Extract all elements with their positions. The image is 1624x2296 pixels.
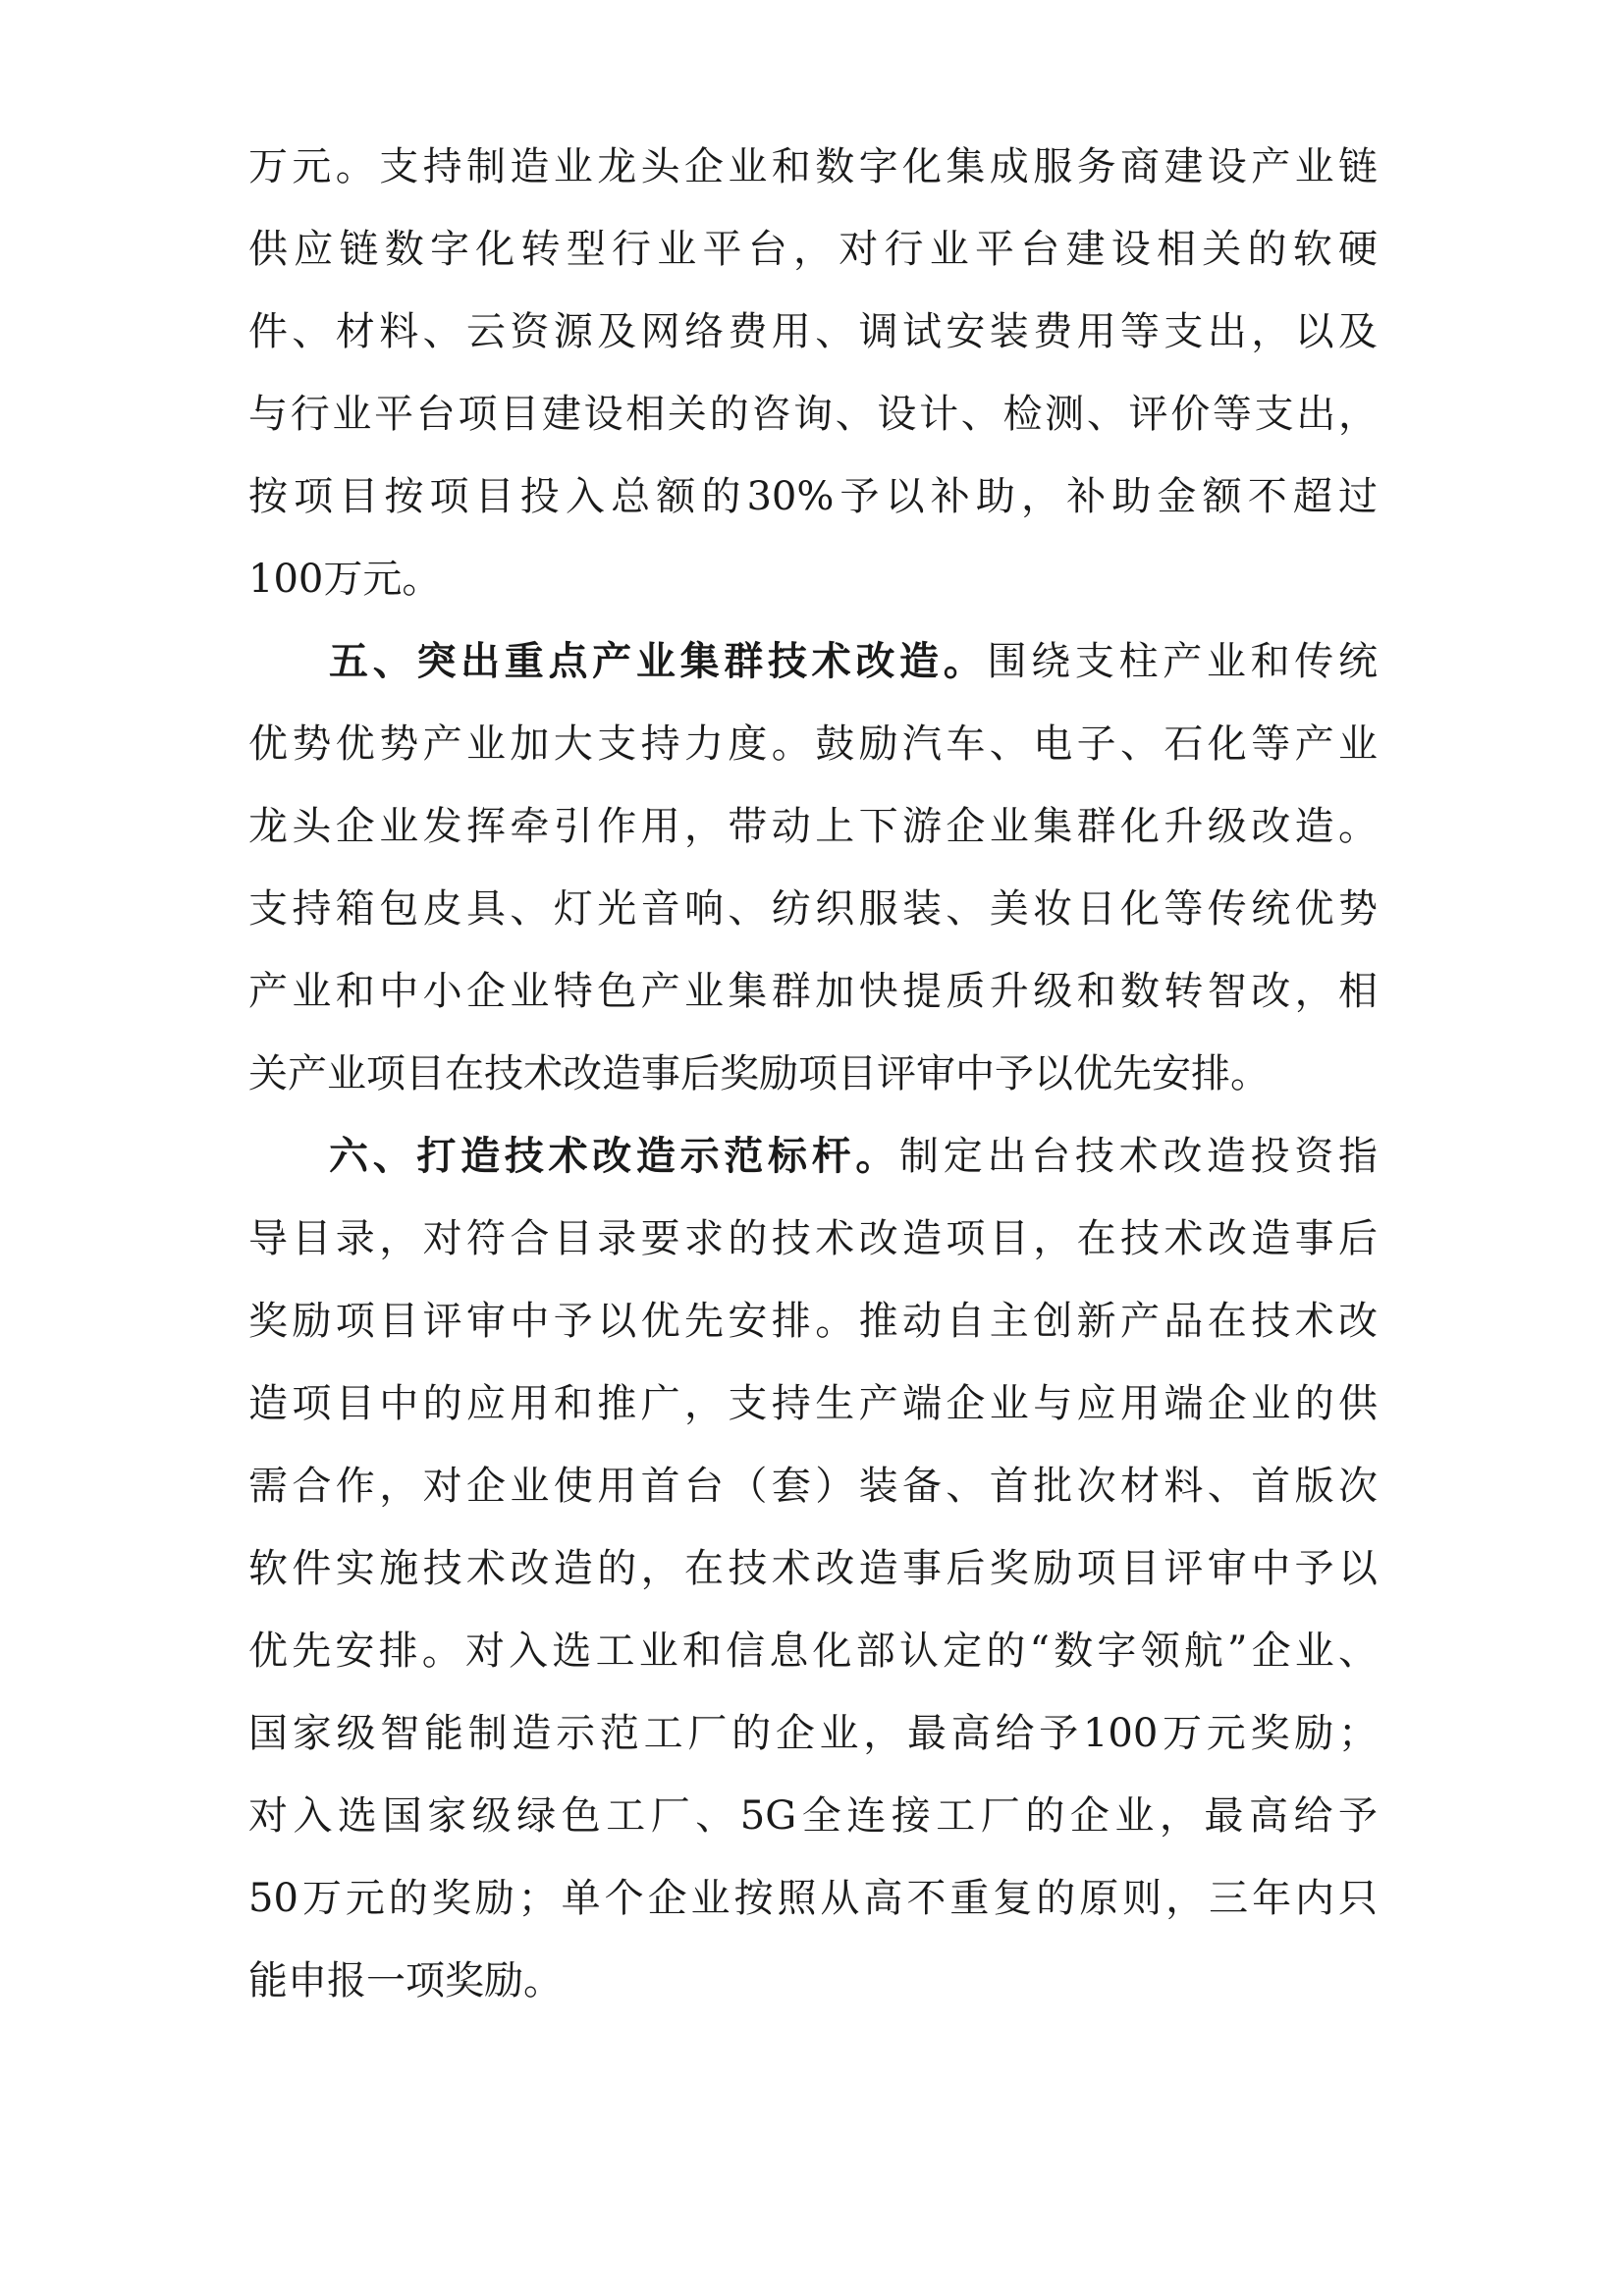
section-5-first-line [329,619,1378,704]
text-line: 100万元。 [248,557,442,602]
text-line: 50万元的奖励；单个企业按照从高不重复的原则，三年内只 [248,1876,1378,1921]
text-line: 对入选国家级绿色工厂、5G全连接工厂的企业，最高给予 [248,1793,1378,1839]
section-6-heading: 六、打造技术改造示范标杆。 [329,1134,900,1179]
text-line: 需合作，对企业使用首台（套）装备、首批次材料、首版次 [248,1464,1378,1509]
text-line: 按项目按项目投入总额的30%予以补助，补助金额不超过 [248,474,1378,519]
text-line: 龙头企业发挥牵引作用，带动上下游企业集群化升级改造。 [248,804,1378,849]
text-line: 与行业平台项目建设相关的咨询、设计、检测、评价等支出， [248,392,1378,437]
text-line: 造项目中的应用和推广，支持生产端企业与应用端企业的供 [248,1381,1378,1426]
text-line: 国家级智能制造示范工厂的企业，最高给予100万元奖励； [248,1711,1378,1756]
text-line: 关产业项目在技术改造事后奖励项目评审中予以优先安排。 [248,1051,1270,1096]
text-line: 奖励项目评审中予以优先安排。推动自主创新产品在技术改 [248,1299,1378,1344]
text-line: 支持箱包皮具、灯光音响、纺织服装、美妆日化等传统优势 [248,886,1378,932]
text-line: 供应链数字化转型行业平台，对行业平台建设相关的软硬 [248,227,1378,272]
section-5-heading: 五、突出重点产业集群技术改造。 [329,639,988,684]
text-line: 万元。支持制造业龙头企业和数字化集成服务商建设产业链 [248,144,1378,189]
text-line: 导目录，对符合目录要求的技术改造项目，在技术改造事后 [248,1216,1378,1261]
section-5-first-line-text: 围绕支柱产业和传统 [987,639,1378,684]
text-line: 优势优势产业加大支持力度。鼓励汽车、电子、石化等产业 [248,721,1378,767]
text-line: 产业和中小企业特色产业集群加快提质升级和数转智改，相 [248,969,1378,1014]
text-line: 能申报一项奖励。 [248,1958,563,2003]
text-line: 优先安排。对入选工业和信息化部认定的“数字领航”企业、 [248,1629,1378,1674]
section-6-first-line [329,1114,1378,1199]
text-line: 软件实施技术改造的，在技术改造事后奖励项目评审中予以 [248,1546,1378,1591]
text-line: 件、材料、云资源及网络费用、调试安装费用等支出，以及 [248,309,1378,354]
section-6-first-line-text: 制定出台技术改造投资指 [899,1134,1378,1179]
